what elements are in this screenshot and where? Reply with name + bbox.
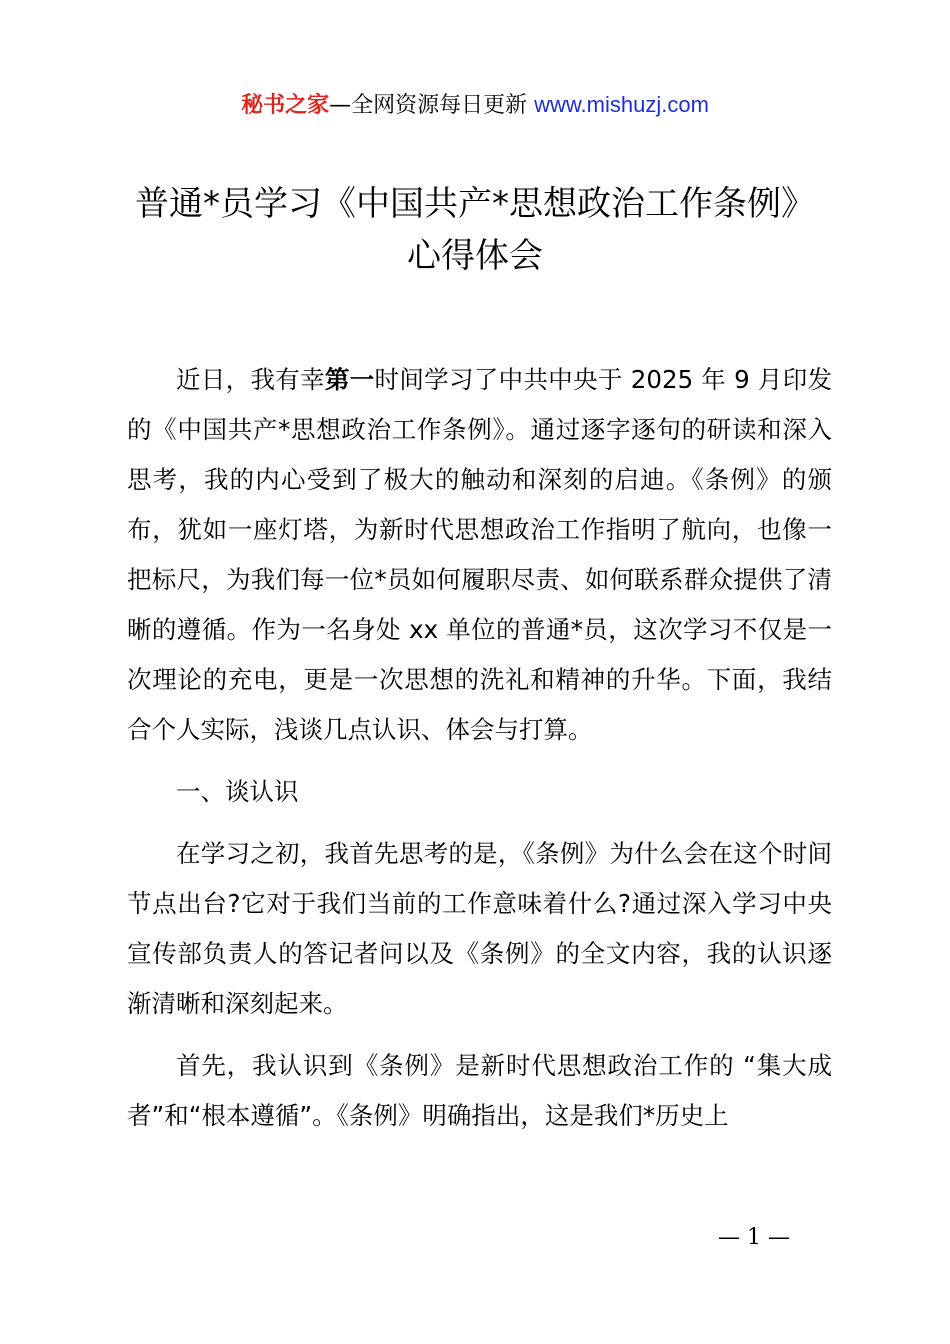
site-header (0, 88, 950, 123)
intro-bold-text: 第一 (324, 365, 375, 394)
title-line-2: 心得体会 (407, 236, 543, 276)
section-heading-1: 一、谈认识 (176, 777, 299, 806)
title-line-1: 普通*员学习《中国共产*思想政治工作条例》 (135, 184, 815, 224)
document-title (0, 178, 950, 282)
intro-text-rest: 时间学习了中共中央于 2025 年 9 月印发的《中国共产*思想政治工作条例》。通过逐字逐句的研读和深入思考，我的内心受到了极大的触动和深刻的启迪。《条例》的颁布，犹如一座灯塔，为新时代思想政治工作指明了航向，也像一把标尺，为我们每一位*员如何履职尽责、如何联系群众提供了清晰的遵循。作为一名身处 xx 单位的普通*员，这次学习不仅是一次理论的充电，更是一次思想的洗礼和精神的升华。下面，我结合个人实际，浅谈几点认识、体会与打算。 (127, 365, 833, 744)
site-url[interactable]: www.mishuzj.com (534, 92, 709, 117)
intro-text-start: 近日，我有幸 (176, 365, 325, 394)
site-brand: 秘书之家 (241, 93, 330, 118)
paragraph-2: 在学习之初，我首先思考的是，《条例》为什么会在这个时间节点出台?它对于我们当前的工作意味着什么?通过深入学习中央宣传部负责人的答记者问以及《条例》的全文内容，我的认识逐渐清晰和深刻起来。 (127, 839, 832, 1018)
document-body (127, 355, 832, 1141)
paragraph-3: 首先，我认识到《条例》是新时代思想政治工作的 “集大成者”和“根本遵循”。《条例》明确指出，这是我们*历史上 (127, 1051, 832, 1130)
site-slogan: —全网资源每日更新 (329, 93, 528, 118)
page-number: — 1 — (718, 1225, 790, 1250)
paragraph-intro (127, 355, 832, 755)
